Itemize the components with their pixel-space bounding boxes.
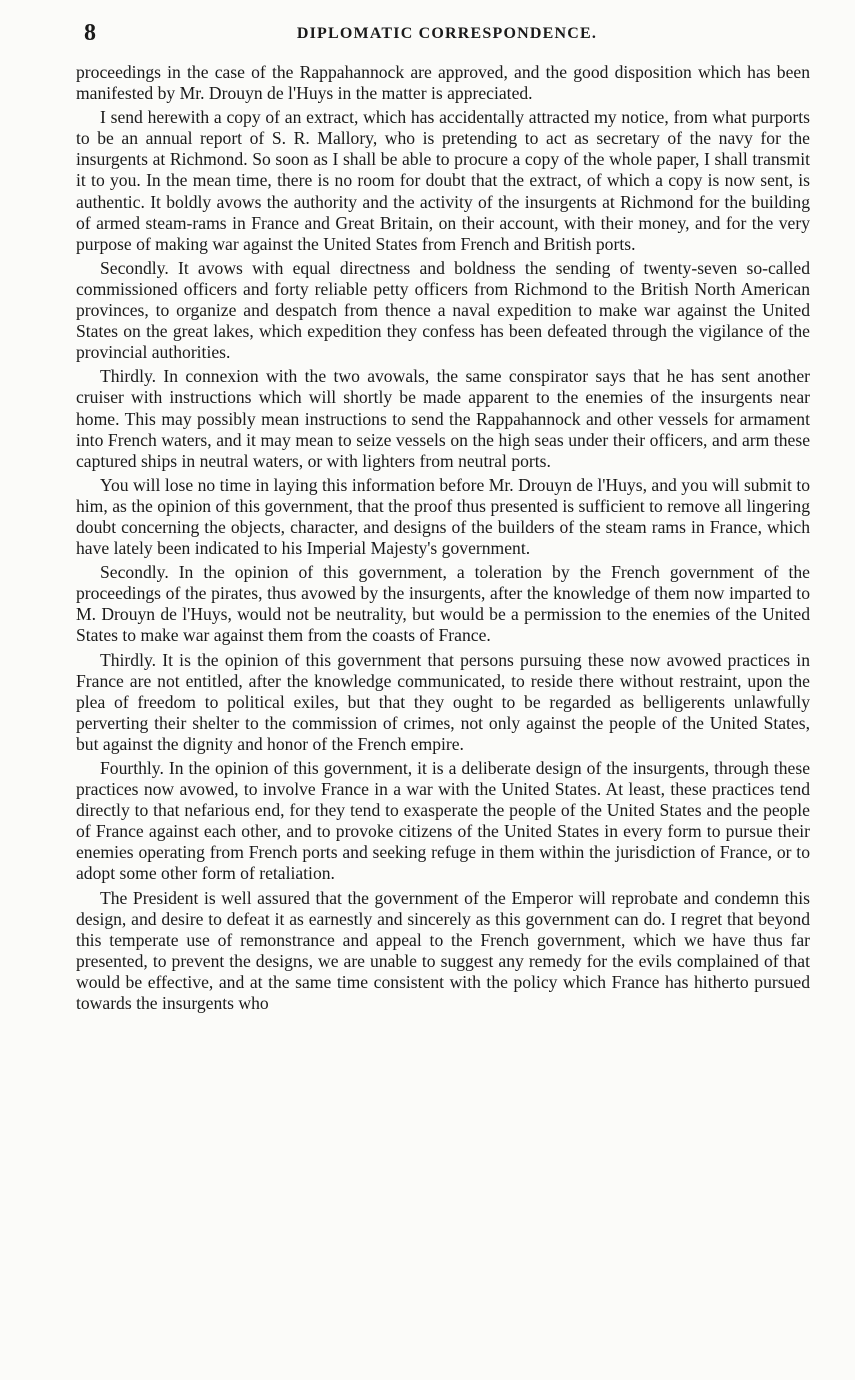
running-head: DIPLOMATIC CORRESPONDENCE. (296, 25, 598, 42)
paragraph-continued: proceedings in the case of the Rappahannock are approved, and the good disposition which has been manifested by Mr. Drouyn de l'Huys in the matter is appreciated. (76, 62, 810, 104)
paragraph-secondly-avowal: Secondly. It avows with equal directness and boldness the sending of twenty-seven so-called commissioned officers and forty reliable petty officers from Richmond to the British North American provinces, to organize and despatch from thence a naval expedition to make war against the United States on the great lakes, which expedition they confess has been defeated through the vigilance of the provincial authorities. (76, 257, 810, 363)
paragraph-thirdly-avowal: Thirdly. In connexion with the two avowals, the same conspirator says that he has sent another cruiser with instructions which will shortly be made apparent to the enemies of the insurgents near home. This may possibly mean instructions to send the Rappahannock and other vessels for armament into French waters, and it may mean to seize vessels on the high seas under their officers, and arm these captured ships in neutral waters, or with lighters from neutral ports. (76, 366, 810, 471)
paragraph-president-assurance: The President is well assured that the government of the Emperor will reprobate and condemn this design, and desire to defeat it as earnestly and sincerely as this government can do. I regret that beyond this temperate use of remonstrance and appeal to the French government, which we have thus far presented, to prevent the designs, we are unable to suggest any remedy for the evils complained of that would be effective, and at the same time consistent with the policy which France has hitherto pursued towards the insurgents who (76, 887, 810, 1014)
page-header (84, 18, 810, 48)
page-number: 8 (84, 20, 96, 46)
paragraph-fourthly-opinion: Fourthly. In the opinion of this government, it is a deliberate design of the insurgents, through these practices now avowed, to involve France in a war with the United States. At least, these practices tend directly to that nefarious end, for they tend to exasperate the people of the United States and the people of France against each other, and to provoke citizens of the United States in every form to pursue their enemies operating from French ports and seeking refuge in them within the jurisdiction of France, or to adopt some other form of retaliation. (76, 758, 810, 884)
paragraph-secondly-opinion: Secondly. In the opinion of this government, a toleration by the French government of the proceedings of the pirates, thus avowed by the insurgents, after the knowledge of them now imparted to M. Drouyn de l'Huys, would not be neutrality, but would be a permission to the enemies of the United States to make war against them from the coasts of France. (76, 562, 810, 646)
paragraph-extract-notice: I send herewith a copy of an extract, which has accidentally attracted my notice, from what purports to be an annual report of S. R. Mallory, who is pretending to act as secretary of the navy for the insurgents at Richmond. So soon as I shall be able to procure a copy of the whole paper, I shall transmit it to you. In the mean time, there is no room for doubt that the extract, of which a copy is now sent, is authentic. It boldly avows the authority and the activity of the insurgents at Richmond for the building of armed steam-rams in France and Great Britain, on their account, with their money, and for the very purpose of making war against the United States from French and British ports. (76, 107, 810, 254)
paragraph-instruction-to-minister: You will lose no time in laying this information before Mr. Drouyn de l'Huys, and you will submit to him, as the opinion of this government, that the proof thus presented is sufficient to remove all lingering doubt concerning the objects, character, and designs of the builders of the steam rams in France, which have lately been indicated to his Imperial Majesty's government. (76, 474, 810, 559)
paragraph-thirdly-opinion: Thirdly. It is the opinion of this government that persons pursuing these now avowed practices in France are not entitled, after the knowledge communicated, to reside there without restraint, upon the plea of freedom to political exiles, but that they ought to be regarded as belligerents unlawfully perverting their shelter to the commission of crimes, not only against the people of the United States, but against the dignity and honor of the French empire. (76, 649, 810, 754)
body-text (76, 62, 810, 1017)
